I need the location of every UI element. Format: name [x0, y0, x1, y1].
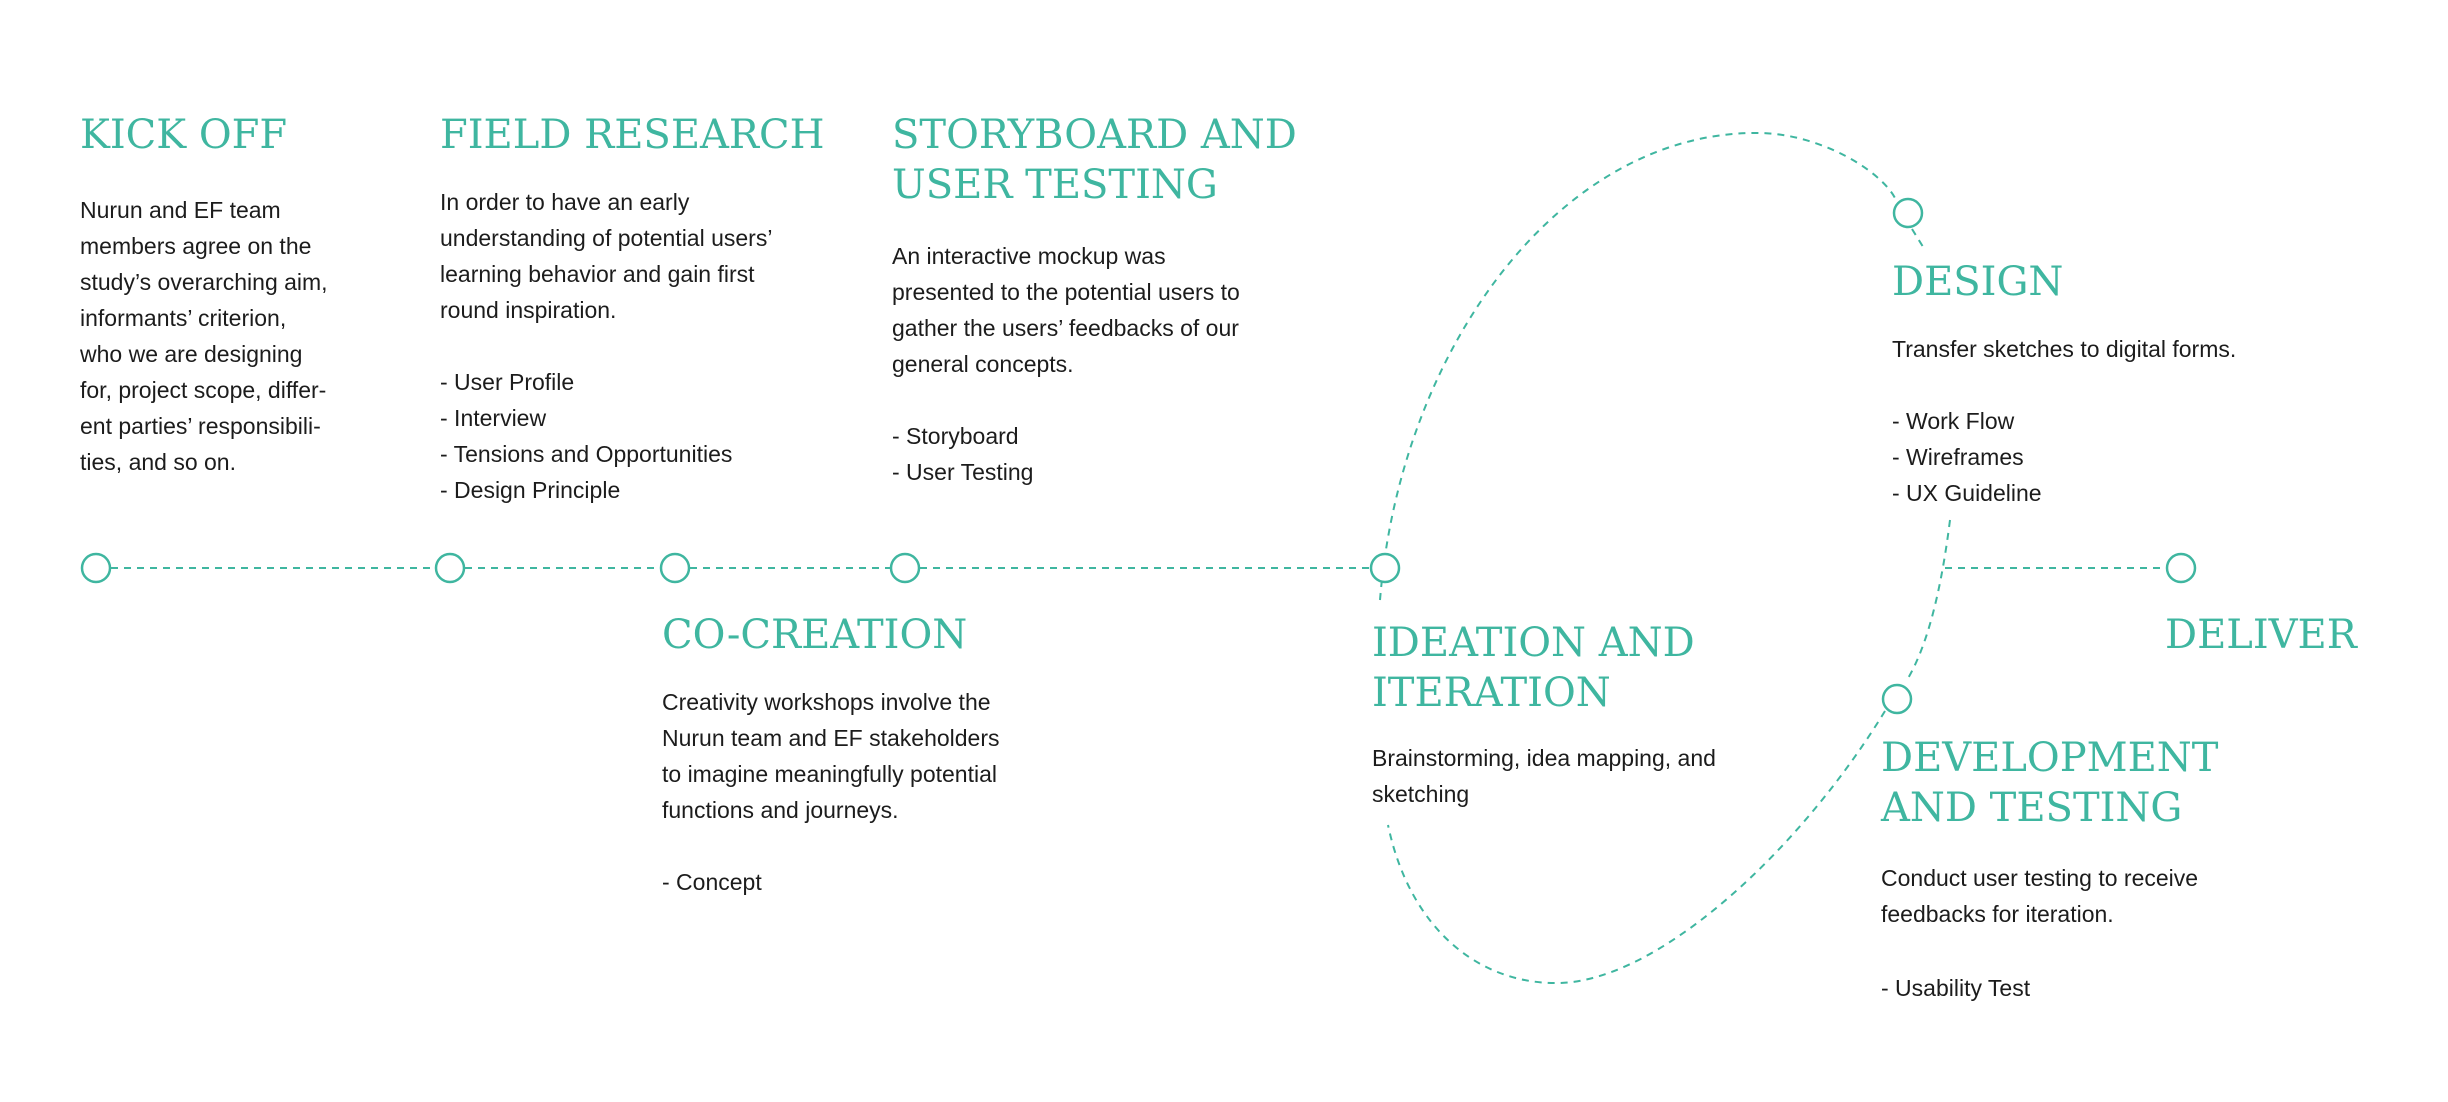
- iteration-loop-upper-left: [1380, 133, 1895, 600]
- deliverable-item: - Concept: [662, 869, 762, 895]
- milestone-node-design: [1894, 199, 1922, 227]
- milestone-node-field-research: [436, 554, 464, 582]
- deliverable-item: - User Profile: [440, 369, 575, 395]
- deliverable-item: - Usability Test: [1881, 975, 2031, 1001]
- field-research-title: FIELD RESEARCH: [440, 112, 825, 158]
- iteration-loop-design-tail: [1912, 229, 1925, 250]
- development-deliverables: [1881, 970, 2030, 1006]
- deliver-title: DELIVER: [2165, 612, 2357, 658]
- field-research-description: In order to have an early understanding of potential users’ learning behavior and gain first round inspiration.: [440, 189, 773, 323]
- design-description: Transfer sketches to digital forms.: [1892, 336, 2237, 362]
- storyboard-description: An interactive mockup was presented to the potential users to gather the users’ feedbacks of our general concepts.: [892, 243, 1240, 377]
- deliverable-item: - Work Flow: [1892, 408, 2015, 434]
- design-deliverables: [1892, 403, 2042, 511]
- deliverable-item: - Tensions and Opportunities: [440, 441, 733, 467]
- ideation-description: Brainstorming, idea mapping, and sketching: [1372, 745, 1716, 807]
- milestone-node-deliver: [2167, 554, 2195, 582]
- milestone-node-cocreation: [661, 554, 689, 582]
- milestone-node-ideation: [1371, 554, 1399, 582]
- kickoff-description: Nurun and EF team members agree on the study’s overarching aim, informants’ criterion, who we are designing for, project scope, differ- ent parties’ responsibili- ties, and so on.: [80, 197, 328, 475]
- deliverable-item: - Design Principle: [440, 477, 621, 503]
- milestone-node-kickoff: [82, 554, 110, 582]
- deliverable-item: - Storyboard: [892, 423, 1019, 449]
- deliverable-item: - Interview: [440, 405, 547, 431]
- development-description: Conduct user testing to receive feedbacks for iteration.: [1881, 865, 2199, 927]
- cocreation-title: CO-CREATION: [662, 612, 968, 658]
- deliverable-item: - UX Guideline: [1892, 480, 2042, 506]
- milestone-node-development: [1883, 685, 1911, 713]
- ideation-title: IDEATION AND ITERATION: [1372, 620, 1695, 716]
- iteration-loop-right: [1907, 520, 1950, 680]
- field-research-deliverables: [440, 364, 732, 508]
- deliverable-item: - Wireframes: [1892, 444, 2024, 470]
- design-title: DESIGN: [1892, 259, 2064, 305]
- storyboard-title: STORYBOARD AND USER TESTING: [892, 112, 1297, 208]
- cocreation-description: Creativity workshops involve the Nurun team and EF stakeholders to imagine meaningfully potential functions and journeys.: [662, 689, 1000, 823]
- storyboard-deliverables: [892, 418, 1033, 490]
- development-title: DEVELOPMENT AND TESTING: [1881, 735, 2219, 831]
- deliverable-item: - User Testing: [892, 459, 1034, 485]
- cocreation-deliverables: [662, 864, 762, 900]
- milestone-node-storyboard: [891, 554, 919, 582]
- kickoff-title: KICK OFF: [80, 112, 288, 158]
